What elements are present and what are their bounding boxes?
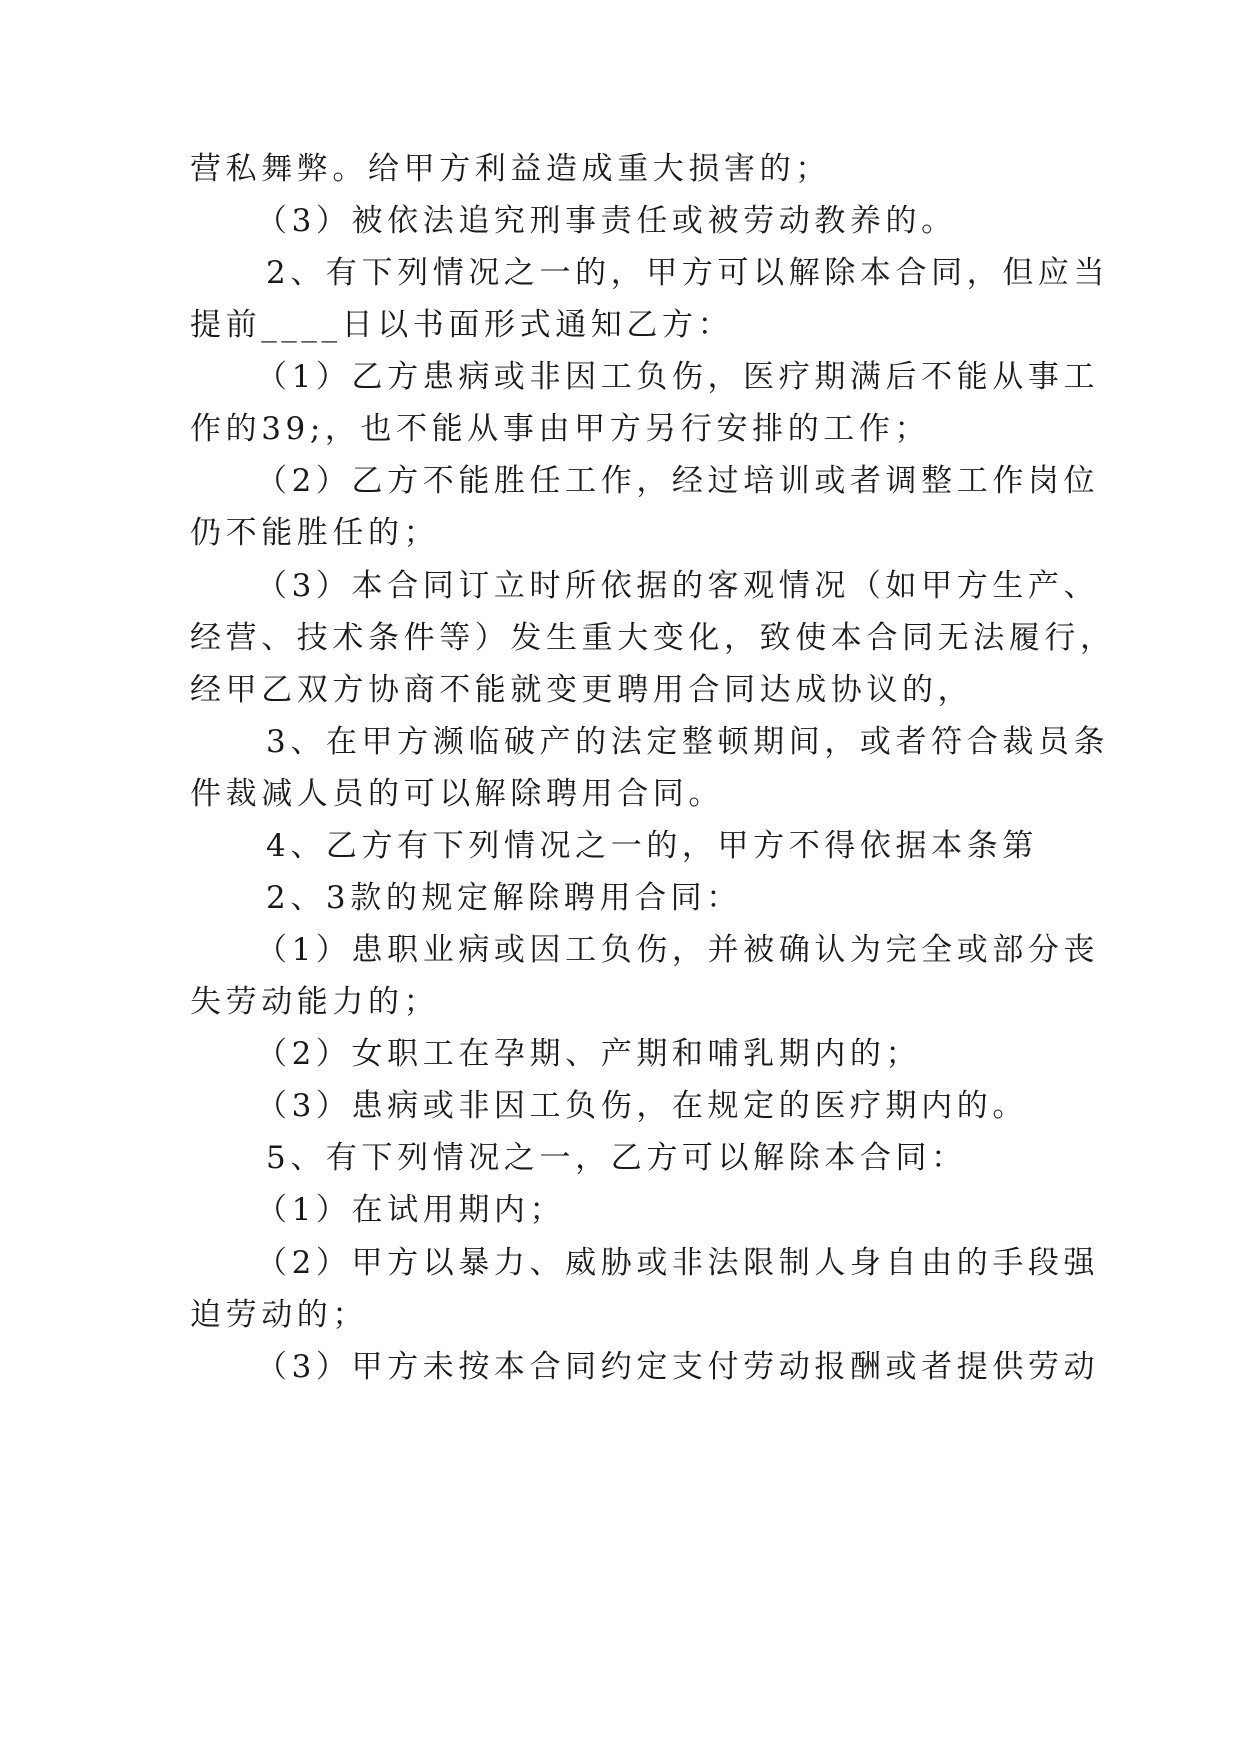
text-line: 4、乙方有下列情况之一的，甲方不得依据本条第 <box>266 828 1038 864</box>
text-line: 提前____日以书面形式通知乙方： <box>190 307 734 343</box>
text-line: （1）乙方患病或非因工负伤，医疗期满后不能从事工 <box>256 359 1100 395</box>
text-line: （2）女职工在孕期、产期和哺乳期内的； <box>256 1036 922 1072</box>
text-line: 仍不能胜任的； <box>190 515 440 551</box>
text-line: （3）患病或非因工负伤，在规定的医疗期内的。 <box>256 1088 1028 1124</box>
text-line: 营私舞弊。给甲方利益造成重大损害的； <box>190 151 831 187</box>
text-line: 作的39;，也不能从事由甲方另行安排的工作； <box>190 411 931 447</box>
text-line: 失劳动能力的； <box>190 984 440 1020</box>
text-line: 件裁减人员的可以解除聘用合同。 <box>190 776 724 812</box>
text-line: （3）被依法追究刑事责任或被劳动教养的。 <box>256 203 957 239</box>
text-line: （1）患职业病或因工负伤，并被确认为完全或部分丧 <box>256 932 1100 968</box>
text-line: （3）甲方未按本合同约定支付劳动报酬或者提供劳动 <box>256 1349 1100 1385</box>
text-line: 迫劳动的； <box>190 1297 368 1333</box>
text-line: （2）乙方不能胜任工作，经过培训或者调整工作岗位 <box>256 463 1100 499</box>
text-line: 2、3款的规定解除聘用合同： <box>266 880 742 916</box>
text-line: 经甲乙双方协商不能就变更聘用合同达成协议的， <box>190 672 974 708</box>
text-line: 3、在甲方濒临破产的法定整顿期间，或者符合裁员条 <box>266 724 1110 760</box>
text-line: 经营、技术条件等）发生重大变化，致使本合同无法履行， <box>190 620 1116 656</box>
text-line: 2、有下列情况之一的，甲方可以解除本合同，但应当 <box>266 255 1110 291</box>
text-line: 5、有下列情况之一，乙方可以解除本合同： <box>266 1140 967 1176</box>
text-line: （2）甲方以暴力、威胁或非法限制人身自由的手段强 <box>256 1245 1100 1281</box>
text-line: （3）本合同订立时所依据的客观情况（如甲方生产、 <box>256 568 1100 604</box>
text-line: （1）在试用期内； <box>256 1192 566 1228</box>
